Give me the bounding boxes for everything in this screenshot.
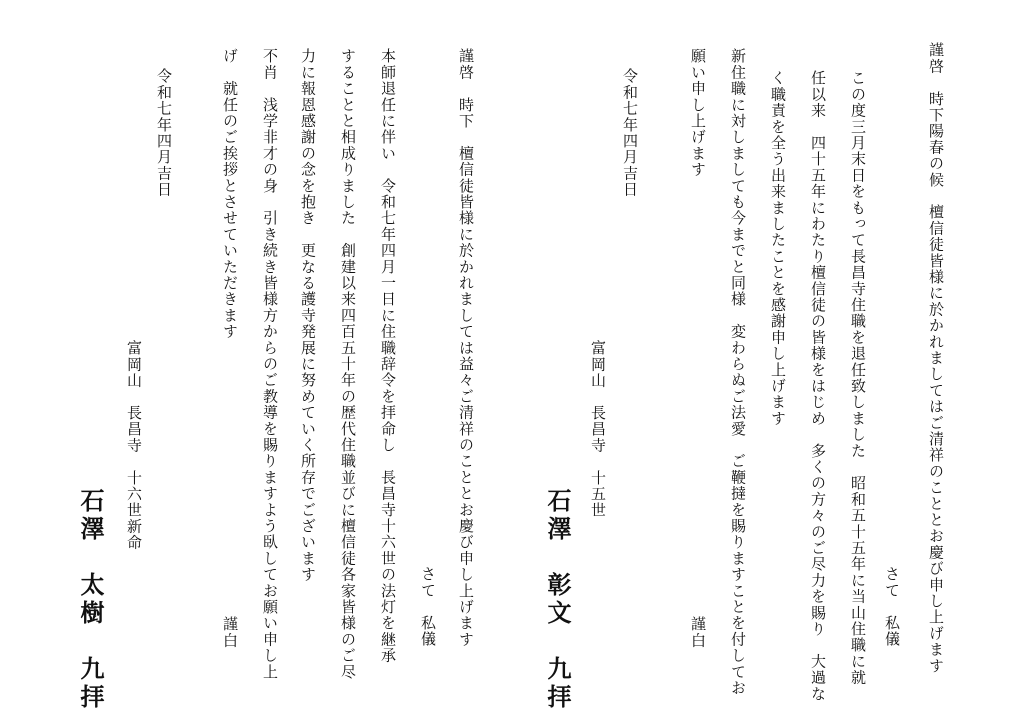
closing: 謹白 <box>689 616 707 649</box>
body-line: することと相成りました 創建以来四百五十年の歴代住職並びに檀信徒各家皆様のご尽 <box>339 48 357 680</box>
signer-name: 石澤 彰文 九拝 <box>543 488 572 712</box>
signature-line: 富岡山 長昌寺 十五世 <box>589 340 607 519</box>
topic-heading: さて 私儀 <box>419 566 437 647</box>
body-line: 本師退任に伴い 令和七年四月一日に住職辞令を拝命し 長昌寺十六世の法灯を継承 <box>379 48 397 664</box>
body-line: 新住職に対しましても今までと同様 変わらぬご法愛 ご鞭撻を賜りますことを付してお <box>729 48 747 696</box>
topic-heading: さて 私儀 <box>883 566 901 647</box>
date: 令和七年四月吉日 <box>155 68 173 198</box>
body-line: 任以来 四十五年にわたり檀信徒の皆様をはじめ 多くの方々のご尽力を賜り 大過な <box>809 70 827 702</box>
closing: 謹白 <box>221 616 239 649</box>
body-line: 願い申し上げます <box>689 48 707 178</box>
body-line: この度三月末日をもって長昌寺住職を退任致しました 昭和五十五年に当山住職に就 <box>849 70 867 686</box>
signer-name: 石澤 太樹 九拝 <box>76 488 105 712</box>
body-line: げ 就任のご挨拶とさせていただきます <box>221 48 239 340</box>
signature-line: 富岡山 長昌寺 十六世新命 <box>125 340 143 551</box>
salutation: 謹啓 時下 檀信徒皆様に於かれましては益々ご清祥のこととお慶び申し上げます <box>457 48 475 648</box>
date: 令和七年四月吉日 <box>621 68 639 198</box>
body-line: 不肖 浅学非才の身 引き続き皆様方からのご教導を賜りますよう臥してお願い申し上 <box>261 48 279 680</box>
body-line: 力に報恩感謝の念を抱き 更なる護寺発展に努めていく所存でございます <box>299 48 317 583</box>
body-line: く職責を全う出来ましたことを感謝申し上げます <box>769 70 787 427</box>
salutation: 謹啓 時下陽春の候 檀信徒皆様に於かれましてはご清祥のこととお慶び申し上げます <box>927 42 945 674</box>
